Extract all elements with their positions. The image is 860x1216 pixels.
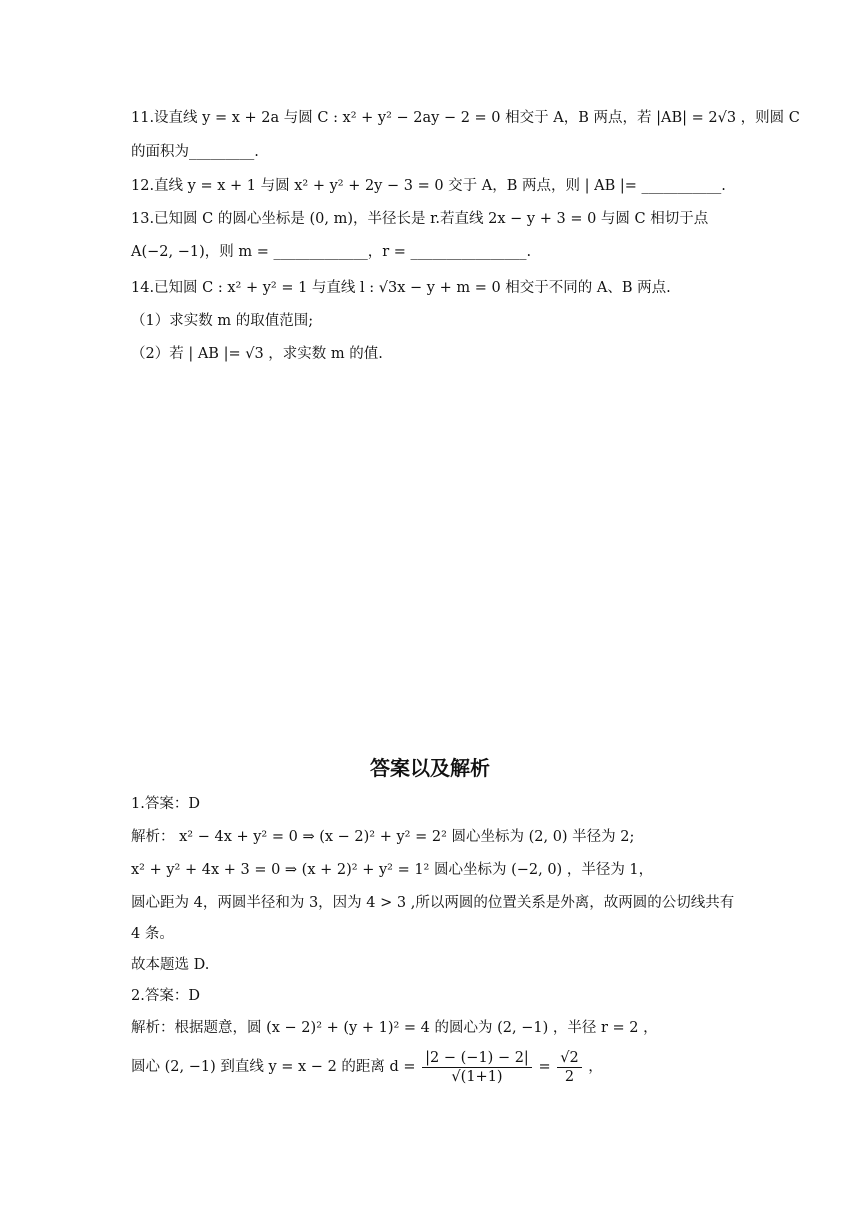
answer-2-line-1: 解析：根据题意，圆 (x − 2)² + (y + 1)² = 4 的圆心为 (2, −1) ，半径 r = 2 ， — [131, 1020, 658, 1036]
answer-2-label: 2.答案：D — [131, 988, 200, 1004]
equals-sign: = — [538, 1059, 551, 1075]
distance-fraction — [422, 1049, 532, 1086]
problem-13-line-2: A(−2, −1)，则 m = _____________，r = ________________. — [131, 244, 532, 260]
result-fraction — [557, 1049, 581, 1086]
answer-2-line-2-suffix: ， — [588, 1059, 603, 1075]
answer-1-line-1: 解析： x² − 4x + y² = 0 ⇒ (x − 2)² + y² = 2² 圆心坐标为 (2, 0) 半径为 2; — [131, 829, 635, 845]
answer-2-line-2-prefix: 圆心 (2, −1) 到直线 y = x − 2 的距离 d = — [131, 1059, 416, 1075]
problem-14-line: 14.已知圆 C : x² + y² = 1 与直线 l : √3x − y + m = 0 相交于不同的 A、B 两点. — [131, 280, 671, 296]
answer-1-line-5: 故本题选 D. — [131, 957, 210, 973]
answers-title: 答案以及解析 — [370, 756, 490, 780]
distance-numerator: |2 − (−1) − 2| — [422, 1049, 532, 1068]
answer-1-line-3: 圆心距为 4，两圆半径和为 3，因为 4 > 3 ,所以两圆的位置关系是外离，故两圆的公切线共有 — [131, 895, 735, 911]
answer-2-line-2 — [131, 1047, 603, 1087]
answer-1-label: 1.答案：D — [131, 796, 200, 812]
answer-1-line-4: 4 条。 — [131, 926, 174, 942]
problem-11-line-1: 11.设直线 y = x + 2a 与圆 C : x² + y² − 2ay − 2 = 0 相交于 A，B 两点，若 |AB| = 2√3 ，则圆 C — [131, 110, 800, 126]
problem-13-line-1: 13.已知圆 C 的圆心坐标是 (0, m)，半径长是 r.若直线 2x − y + 3 = 0 与圆 C 相切于点 — [131, 211, 709, 227]
answer-1-line-2: x² + y² + 4x + 3 = 0 ⇒ (x + 2)² + y² = 1² 圆心坐标为 (−2, 0) ，半径为 1， — [131, 862, 654, 878]
problem-14-sub-1: （1）求实数 m 的取值范围; — [131, 313, 314, 329]
distance-denominator: √(1+1) — [451, 1068, 503, 1085]
problem-14-sub-2: （2）若 | AB |= √3 ，求实数 m 的值. — [131, 346, 383, 362]
problem-11-line-2: 的面积为_________. — [131, 144, 259, 160]
problem-12-line: 12.直线 y = x + 1 与圆 x² + y² + 2y − 3 = 0 交于 A，B 两点，则 | AB |= ___________. — [131, 178, 726, 194]
result-denominator: 2 — [564, 1068, 575, 1085]
result-numerator: √2 — [557, 1049, 581, 1068]
